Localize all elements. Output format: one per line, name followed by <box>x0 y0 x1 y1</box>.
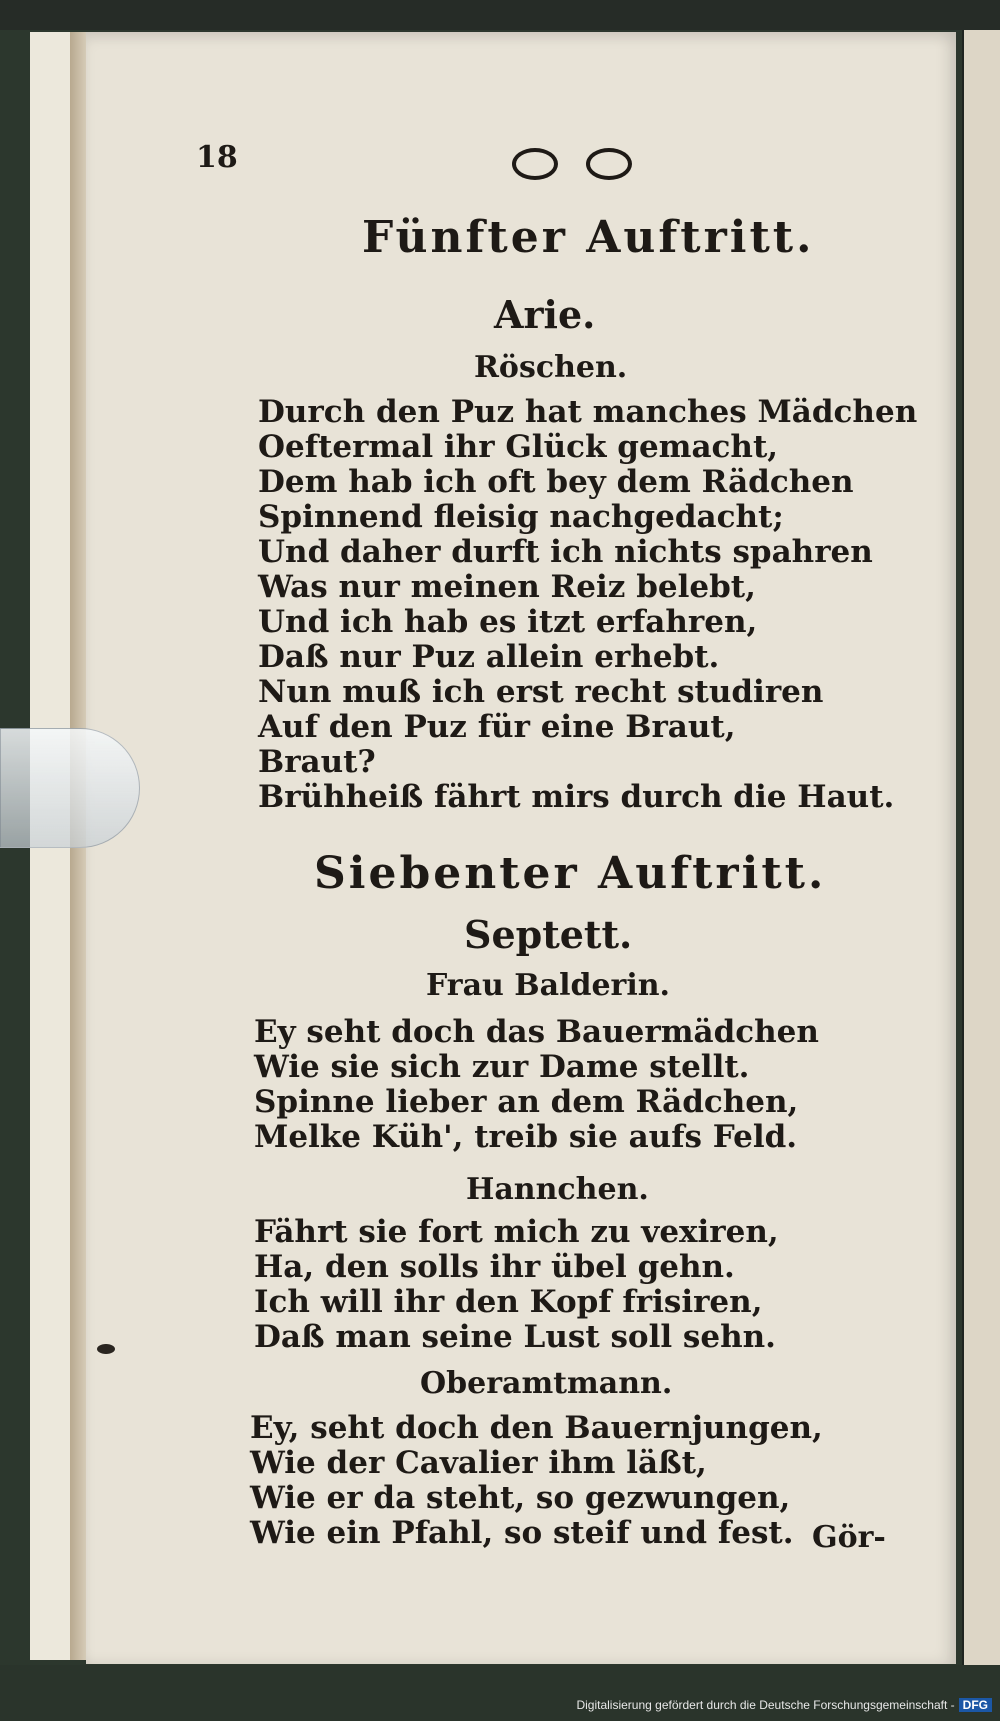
credit-text: Digitalisierung gefördert durch die Deutsche Forschungsgemeinschaft - <box>576 1698 955 1712</box>
speaker-line: Wie der Cavalier ihm läßt, <box>250 1445 707 1481</box>
speaker-line: Ey seht doch das Bauermädchen <box>254 1014 819 1050</box>
scene2-heading: Siebenter Auftritt. <box>314 848 827 899</box>
scene1-line: Braut? <box>258 744 376 780</box>
scene1-line: Durch den Puz hat manches Mädchen <box>258 394 918 430</box>
ornament-icon <box>512 148 660 184</box>
scene1-line: Oeftermal ihr Glück gemacht, <box>258 429 779 465</box>
top-band <box>0 0 1000 30</box>
bottom-band <box>0 1665 1000 1721</box>
facing-page-edge <box>962 30 1000 1670</box>
speaker-line: Wie ein Pfahl, so steif und fest. <box>250 1515 794 1551</box>
scene1-line: Daß nur Puz allein erhebt. <box>258 639 720 675</box>
scene1-line: Und daher durft ich nichts spahren <box>258 534 873 570</box>
scene2-subheading: Septett. <box>464 912 633 957</box>
speaker-line: Fährt sie fort mich zu vexiren, <box>254 1214 779 1250</box>
ink-blot <box>97 1344 115 1354</box>
catchword: Gör- <box>812 1520 886 1555</box>
dfg-logo: DFG <box>959 1698 992 1712</box>
speaker-name: Hannchen. <box>466 1172 649 1207</box>
speaker-line: Daß man seine Lust soll sehn. <box>254 1319 776 1355</box>
speaker-line: Spinne lieber an dem Rädchen, <box>254 1084 799 1120</box>
speaker-line: Ha, den solls ihr übel gehn. <box>254 1249 735 1285</box>
scene1-line: Nun muß ich erst recht studiren <box>258 674 824 710</box>
page-number: 18 <box>196 140 238 175</box>
scene1-subheading: Arie. <box>494 292 596 337</box>
scene1-speaker: Röschen. <box>474 350 628 385</box>
speaker-line: Ich will ihr den Kopf frisiren, <box>254 1284 763 1320</box>
speaker-line: Ey, seht doch den Bauernjungen, <box>250 1410 823 1446</box>
speaker-name: Frau Balderin. <box>426 968 670 1003</box>
digitization-credit <box>576 1698 992 1712</box>
scene1-line: Spinnend fleisig nachgedacht; <box>258 499 784 535</box>
scene1-line: Auf den Puz für eine Braut, <box>258 709 736 745</box>
speaker-line: Melke Küh', treib sie aufs Feld. <box>254 1119 798 1155</box>
speaker-name: Oberamtmann. <box>420 1366 673 1401</box>
scene1-heading: Fünfter Auftritt. <box>362 212 815 263</box>
plastic-clip <box>0 728 140 848</box>
scene1-line: Und ich hab es itzt erfahren, <box>258 604 758 640</box>
speaker-line: Wie sie sich zur Dame stellt. <box>254 1049 750 1085</box>
speaker-line: Wie er da steht, so gezwungen, <box>250 1480 791 1516</box>
scene1-line: Was nur meinen Reiz belebt, <box>258 569 756 605</box>
scene1-line: Dem hab ich oft bey dem Rädchen <box>258 464 854 500</box>
scene1-line: Brühheiß fährt mirs durch die Haut. <box>258 779 895 815</box>
